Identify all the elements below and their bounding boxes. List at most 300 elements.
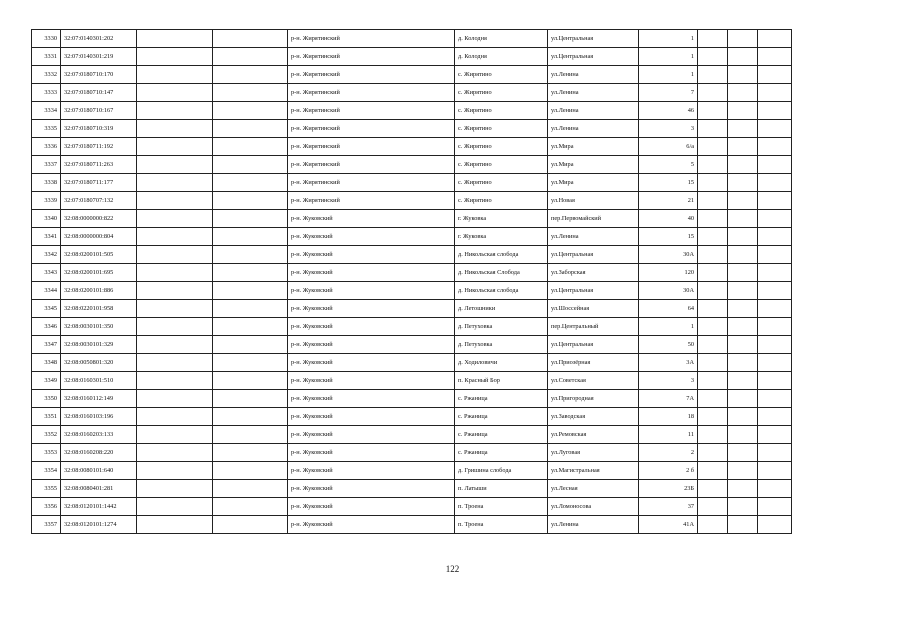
empty-cell [213, 516, 288, 534]
empty-cell [213, 84, 288, 102]
house-number-cell: 40 [639, 210, 698, 228]
district-cell: р-н. Жирятинский [288, 102, 455, 120]
cadastral-number-cell: 32:08:0120101:1274 [61, 516, 137, 534]
locality-cell: д. Гришина слобода [455, 462, 548, 480]
street-cell: ул.Ленина [548, 66, 639, 84]
empty-cell [758, 498, 792, 516]
row-number-cell: 3333 [32, 84, 61, 102]
empty-cell [213, 390, 288, 408]
row-number-cell: 3330 [32, 30, 61, 48]
empty-cell [758, 264, 792, 282]
table-row [32, 210, 792, 228]
locality-cell: с. Жирятино [455, 84, 548, 102]
empty-cell [137, 84, 213, 102]
empty-cell [137, 138, 213, 156]
district-cell: р-н. Жуковский [288, 210, 455, 228]
row-number-cell: 3343 [32, 264, 61, 282]
table-row [32, 318, 792, 336]
row-number-cell: 3354 [32, 462, 61, 480]
empty-cell [758, 372, 792, 390]
empty-cell [137, 246, 213, 264]
street-cell: ул.Советская [548, 372, 639, 390]
house-number-cell: 3 [639, 372, 698, 390]
locality-cell: с. Ржаница [455, 444, 548, 462]
row-number-cell: 3336 [32, 138, 61, 156]
empty-cell [213, 318, 288, 336]
locality-cell: г. Жуковка [455, 228, 548, 246]
empty-cell [758, 192, 792, 210]
cadastral-number-cell: 32:08:0120101:1442 [61, 498, 137, 516]
street-cell: ул.Заводская [548, 408, 639, 426]
empty-cell [728, 264, 758, 282]
empty-cell [758, 120, 792, 138]
empty-cell [137, 102, 213, 120]
empty-cell [728, 210, 758, 228]
district-cell: р-н. Жуковский [288, 264, 455, 282]
empty-cell [728, 84, 758, 102]
table-row [32, 138, 792, 156]
house-number-cell: 7 [639, 84, 698, 102]
house-number-cell: 30А [639, 282, 698, 300]
street-cell: ул.Центральная [548, 282, 639, 300]
cadastral-number-cell: 32:08:0220101:958 [61, 300, 137, 318]
district-cell: р-н. Жирятинский [288, 66, 455, 84]
empty-cell [213, 30, 288, 48]
cadastral-number-cell: 32:07:0140301:202 [61, 30, 137, 48]
cadastral-number-cell: 32:08:0160208:220 [61, 444, 137, 462]
empty-cell [758, 516, 792, 534]
cadastral-number-cell: 32:07:0180710:319 [61, 120, 137, 138]
empty-cell [728, 174, 758, 192]
empty-cell [758, 84, 792, 102]
empty-cell [728, 120, 758, 138]
empty-cell [137, 426, 213, 444]
empty-cell [698, 264, 728, 282]
empty-cell [728, 444, 758, 462]
table-row [32, 282, 792, 300]
empty-cell [137, 444, 213, 462]
cadastral-number-cell: 32:08:0200101:886 [61, 282, 137, 300]
cadastral-number-cell: 32:08:0160203:133 [61, 426, 137, 444]
district-cell: р-н. Жуковский [288, 462, 455, 480]
empty-cell [698, 102, 728, 120]
empty-cell [728, 498, 758, 516]
district-cell: р-н. Жирятинский [288, 120, 455, 138]
empty-cell [758, 426, 792, 444]
empty-cell [758, 156, 792, 174]
house-number-cell: 2 б [639, 462, 698, 480]
empty-cell [698, 138, 728, 156]
street-cell: ул.Центральная [548, 30, 639, 48]
house-number-cell: 41А [639, 516, 698, 534]
empty-cell [137, 408, 213, 426]
empty-cell [698, 336, 728, 354]
cadastral-number-cell: 32:07:0180710:147 [61, 84, 137, 102]
house-number-cell: 37 [639, 498, 698, 516]
locality-cell: с. Ржаница [455, 390, 548, 408]
row-number-cell: 3353 [32, 444, 61, 462]
street-cell: пер.Первомайский [548, 210, 639, 228]
house-number-cell: 50 [639, 336, 698, 354]
table-row [32, 102, 792, 120]
empty-cell [698, 372, 728, 390]
locality-cell: с. Жирятино [455, 138, 548, 156]
empty-cell [698, 408, 728, 426]
street-cell: ул.Магистральная [548, 462, 639, 480]
locality-cell: д. Никольская слобода [455, 246, 548, 264]
street-cell: ул.Мира [548, 138, 639, 156]
empty-cell [698, 30, 728, 48]
street-cell: ул.Ленина [548, 120, 639, 138]
locality-cell: д. Петуховка [455, 336, 548, 354]
empty-cell [137, 354, 213, 372]
empty-cell [213, 354, 288, 372]
row-number-cell: 3357 [32, 516, 61, 534]
house-number-cell: 1 [639, 30, 698, 48]
row-number-cell: 3339 [32, 192, 61, 210]
street-cell: ул.Мира [548, 156, 639, 174]
cadastral-number-cell: 32:08:0160301:510 [61, 372, 137, 390]
street-cell: ул.Центральная [548, 336, 639, 354]
district-cell: р-н. Жуковский [288, 480, 455, 498]
house-number-cell: 30А [639, 246, 698, 264]
street-cell: ул.Луговая [548, 444, 639, 462]
cadastral-number-cell: 32:08:0200101:505 [61, 246, 137, 264]
row-number-cell: 3349 [32, 372, 61, 390]
district-cell: р-н. Жуковский [288, 318, 455, 336]
row-number-cell: 3334 [32, 102, 61, 120]
empty-cell [698, 462, 728, 480]
locality-cell: с. Жирятино [455, 102, 548, 120]
table-row [32, 174, 792, 192]
table-row [32, 30, 792, 48]
house-number-cell: 1 [639, 318, 698, 336]
table-row [32, 408, 792, 426]
empty-cell [758, 336, 792, 354]
table-row [32, 444, 792, 462]
locality-cell: с. Ржаница [455, 426, 548, 444]
house-number-cell: 11 [639, 426, 698, 444]
empty-cell [213, 408, 288, 426]
table-row [32, 156, 792, 174]
row-number-cell: 3338 [32, 174, 61, 192]
street-cell: пер.Центральный [548, 318, 639, 336]
locality-cell: д. Ходиловичи [455, 354, 548, 372]
district-cell: р-н. Жуковский [288, 228, 455, 246]
house-number-cell: 7А [639, 390, 698, 408]
house-number-cell: 15 [639, 174, 698, 192]
empty-cell [728, 66, 758, 84]
district-cell: р-н. Жуковский [288, 426, 455, 444]
empty-cell [137, 336, 213, 354]
district-cell: р-н. Жуковский [288, 354, 455, 372]
empty-cell [137, 264, 213, 282]
row-number-cell: 3350 [32, 390, 61, 408]
street-cell: ул.Ремовская [548, 426, 639, 444]
locality-cell: п. Троена [455, 516, 548, 534]
district-cell: р-н. Жуковский [288, 444, 455, 462]
street-cell: ул.Мира [548, 174, 639, 192]
empty-cell [213, 48, 288, 66]
empty-cell [137, 498, 213, 516]
empty-cell [728, 480, 758, 498]
empty-cell [698, 66, 728, 84]
empty-cell [698, 480, 728, 498]
locality-cell: п. Троена [455, 498, 548, 516]
empty-cell [137, 390, 213, 408]
row-number-cell: 3345 [32, 300, 61, 318]
empty-cell [137, 66, 213, 84]
cadastral-number-cell: 32:08:0080401:281 [61, 480, 137, 498]
district-cell: р-н. Жуковский [288, 246, 455, 264]
house-number-cell: 3А [639, 354, 698, 372]
empty-cell [728, 246, 758, 264]
page-number: 122 [445, 564, 460, 574]
house-number-cell: 18 [639, 408, 698, 426]
row-number-cell: 3346 [32, 318, 61, 336]
house-number-cell: 2 [639, 444, 698, 462]
empty-cell [758, 318, 792, 336]
empty-cell [213, 156, 288, 174]
empty-cell [758, 228, 792, 246]
table-row [32, 84, 792, 102]
table-row [32, 246, 792, 264]
cadastral-number-cell: 32:07:0140301:219 [61, 48, 137, 66]
empty-cell [758, 102, 792, 120]
locality-cell: д. Колодня [455, 48, 548, 66]
cadastral-number-cell: 32:08:0160112:149 [61, 390, 137, 408]
empty-cell [213, 174, 288, 192]
cadastral-number-cell: 32:07:0180711:192 [61, 138, 137, 156]
table-row [32, 498, 792, 516]
empty-cell [758, 390, 792, 408]
empty-cell [213, 498, 288, 516]
empty-cell [137, 192, 213, 210]
locality-cell: с. Жирятино [455, 66, 548, 84]
empty-cell [758, 138, 792, 156]
empty-cell [213, 426, 288, 444]
table-row [32, 372, 792, 390]
cadastral-number-cell: 32:08:0030101:329 [61, 336, 137, 354]
row-number-cell: 3331 [32, 48, 61, 66]
row-number-cell: 3344 [32, 282, 61, 300]
row-number-cell: 3337 [32, 156, 61, 174]
cadastral-number-cell: 32:08:0050801:320 [61, 354, 137, 372]
table-row [32, 120, 792, 138]
empty-cell [213, 228, 288, 246]
street-cell: ул.Ленина [548, 228, 639, 246]
empty-cell [728, 48, 758, 66]
locality-cell: д. Петуховка [455, 318, 548, 336]
house-number-cell: 64 [639, 300, 698, 318]
cadastral-number-cell: 32:08:0000000:804 [61, 228, 137, 246]
house-number-cell: 1 [639, 66, 698, 84]
house-number-cell: 120 [639, 264, 698, 282]
cadastral-number-cell: 32:08:0000000:822 [61, 210, 137, 228]
district-cell: р-н. Жуковский [288, 300, 455, 318]
empty-cell [213, 102, 288, 120]
street-cell: ул.Новая [548, 192, 639, 210]
empty-cell [758, 462, 792, 480]
cadastral-number-cell: 32:08:0160103:196 [61, 408, 137, 426]
street-cell: ул.Ленина [548, 84, 639, 102]
register-table [31, 29, 792, 534]
empty-cell [728, 318, 758, 336]
empty-cell [758, 30, 792, 48]
row-number-cell: 3352 [32, 426, 61, 444]
district-cell: р-н. Жирятинский [288, 192, 455, 210]
house-number-cell: 46 [639, 102, 698, 120]
empty-cell [758, 300, 792, 318]
empty-cell [137, 30, 213, 48]
empty-cell [728, 30, 758, 48]
empty-cell [213, 120, 288, 138]
empty-cell [137, 480, 213, 498]
empty-cell [213, 480, 288, 498]
empty-cell [698, 318, 728, 336]
district-cell: р-н. Жирятинский [288, 48, 455, 66]
empty-cell [758, 48, 792, 66]
cadastral-number-cell: 32:07:0180711:177 [61, 174, 137, 192]
street-cell: ул.Пригородная [548, 390, 639, 408]
table-row [32, 426, 792, 444]
empty-cell [213, 210, 288, 228]
district-cell: р-н. Жуковский [288, 516, 455, 534]
house-number-cell: 3 [639, 120, 698, 138]
empty-cell [728, 372, 758, 390]
empty-cell [213, 372, 288, 390]
row-number-cell: 3351 [32, 408, 61, 426]
district-cell: р-н. Жуковский [288, 498, 455, 516]
empty-cell [728, 336, 758, 354]
empty-cell [698, 498, 728, 516]
district-cell: р-н. Жуковский [288, 390, 455, 408]
empty-cell [698, 390, 728, 408]
empty-cell [213, 138, 288, 156]
table-row [32, 192, 792, 210]
empty-cell [728, 426, 758, 444]
row-number-cell: 3341 [32, 228, 61, 246]
street-cell: ул.Ломоносова [548, 498, 639, 516]
empty-cell [728, 354, 758, 372]
row-number-cell: 3340 [32, 210, 61, 228]
district-cell: р-н. Жирятинский [288, 30, 455, 48]
locality-cell: д. Никольская слобода [455, 282, 548, 300]
table-body [32, 30, 792, 534]
locality-cell: д. Летошники [455, 300, 548, 318]
empty-cell [213, 462, 288, 480]
empty-cell [213, 192, 288, 210]
empty-cell [758, 282, 792, 300]
district-cell: р-н. Жуковский [288, 408, 455, 426]
house-number-cell: 6/а [639, 138, 698, 156]
street-cell: ул.Приозёрная [548, 354, 639, 372]
table-row [32, 48, 792, 66]
cadastral-number-cell: 32:07:0180710:170 [61, 66, 137, 84]
locality-cell: п. Красный Бор [455, 372, 548, 390]
locality-cell: с. Жирятино [455, 174, 548, 192]
empty-cell [137, 156, 213, 174]
street-cell: ул.Ленина [548, 102, 639, 120]
empty-cell [728, 138, 758, 156]
empty-cell [728, 462, 758, 480]
locality-cell: с. Жирятино [455, 156, 548, 174]
house-number-cell: 5 [639, 156, 698, 174]
empty-cell [137, 228, 213, 246]
locality-cell: с. Ржаница [455, 408, 548, 426]
empty-cell [698, 120, 728, 138]
empty-cell [698, 192, 728, 210]
district-cell: р-н. Жирятинский [288, 84, 455, 102]
district-cell: р-н. Жирятинский [288, 138, 455, 156]
street-cell: ул.Лесная [548, 480, 639, 498]
empty-cell [698, 228, 728, 246]
empty-cell [698, 48, 728, 66]
empty-cell [728, 192, 758, 210]
empty-cell [758, 210, 792, 228]
district-cell: р-н. Жуковский [288, 282, 455, 300]
house-number-cell: 21 [639, 192, 698, 210]
empty-cell [758, 480, 792, 498]
district-cell: р-н. Жирятинский [288, 174, 455, 192]
empty-cell [137, 300, 213, 318]
district-cell: р-н. Жуковский [288, 336, 455, 354]
cadastral-number-cell: 32:07:0180707:132 [61, 192, 137, 210]
empty-cell [758, 66, 792, 84]
empty-cell [213, 264, 288, 282]
empty-cell [728, 516, 758, 534]
locality-cell: п. Латыши [455, 480, 548, 498]
empty-cell [137, 210, 213, 228]
empty-cell [698, 246, 728, 264]
table-row [32, 66, 792, 84]
empty-cell [698, 84, 728, 102]
table-row [32, 300, 792, 318]
empty-cell [728, 102, 758, 120]
empty-cell [758, 354, 792, 372]
table-row [32, 516, 792, 534]
empty-cell [728, 390, 758, 408]
cadastral-number-cell: 32:08:0200101:695 [61, 264, 137, 282]
empty-cell [137, 120, 213, 138]
empty-cell [758, 444, 792, 462]
street-cell: ул.Центральная [548, 246, 639, 264]
cadastral-number-cell: 32:08:0080101:640 [61, 462, 137, 480]
row-number-cell: 3347 [32, 336, 61, 354]
empty-cell [698, 156, 728, 174]
empty-cell [213, 282, 288, 300]
row-number-cell: 3355 [32, 480, 61, 498]
empty-cell [758, 408, 792, 426]
house-number-cell: 15 [639, 228, 698, 246]
empty-cell [137, 462, 213, 480]
table-row [32, 390, 792, 408]
row-number-cell: 3335 [32, 120, 61, 138]
empty-cell [137, 516, 213, 534]
table-row [32, 264, 792, 282]
empty-cell [213, 300, 288, 318]
empty-cell [728, 408, 758, 426]
row-number-cell: 3342 [32, 246, 61, 264]
empty-cell [728, 156, 758, 174]
street-cell: ул.Ленина [548, 516, 639, 534]
empty-cell [213, 444, 288, 462]
street-cell: ул.Шоссейная [548, 300, 639, 318]
locality-cell: с. Жирятино [455, 120, 548, 138]
empty-cell [698, 444, 728, 462]
table-row [32, 228, 792, 246]
table-row [32, 480, 792, 498]
